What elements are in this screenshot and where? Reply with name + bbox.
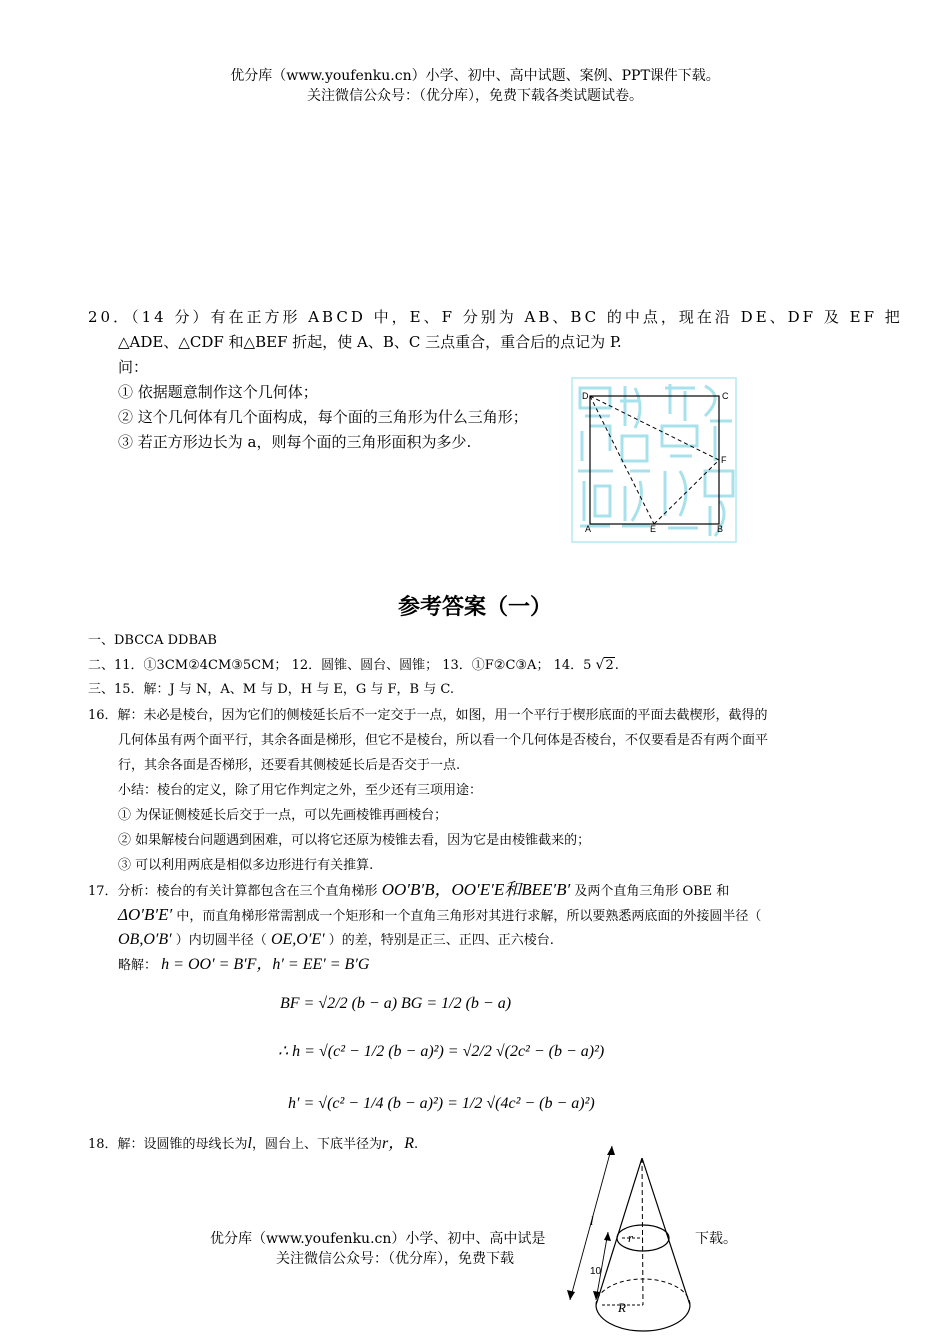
answer-17-line-3	[118, 928, 554, 953]
q20-item-2: ② 这个几何体有几个面构成，每个面的三角形为什么三角形；	[118, 408, 528, 426]
answers-title: 参考答案（一）	[397, 594, 552, 620]
footer-line-1-left: 优分库（www.youfenku.cn）小学、初中、高中试是	[210, 1231, 546, 1247]
answer-section-2	[88, 653, 619, 678]
answer-section-3: 三、15．解：J 与 N，A、M 与 D，H 与 E，G 与 F，B 与 C.	[88, 682, 454, 697]
answer-16-item-1: ① 为保证侧棱延长后交于一点，可以先画棱锥再画棱台；	[118, 808, 448, 823]
answer-17-line-2	[118, 903, 761, 929]
answer-18-end: .	[414, 1137, 419, 1152]
answer-16-summary: 小结：棱台的定义，除了用它作判定之外，至少还有三项用途：	[118, 783, 483, 798]
answer-17-triangles: 及两个直角三角形 OBE 和	[574, 884, 730, 899]
header-line-2: 关注微信公众号：（优分库），免费下载各类试题试卷。	[307, 88, 643, 104]
header-line-1: 优分库（www.youfenku.cn）小学、初中、高中试题、案例、PPT课件下载。	[230, 68, 720, 84]
q20-item-1: ① 依据题意制作这个几何体；	[118, 383, 318, 401]
answer-16-item-2: ② 如果解棱台问题遇到困难，可以将它还原为棱锥去看，因为它是由棱锥截来的；	[118, 833, 591, 848]
label-a: A	[585, 524, 592, 534]
footer-line-2: 关注微信公众号：（优分库），免费下载	[276, 1251, 514, 1267]
answer-17-trapezoids: OO′B′B，OO′E′E和BEE′B′	[381, 880, 571, 899]
answer-17-line-3-mid: ）内切圆半径（	[175, 933, 267, 948]
answer-17-intro: 17．分析：棱台的有关计算都包含在三个直角梯形	[88, 884, 378, 899]
label-d: D	[582, 391, 589, 401]
answer-18-intro: 18．解：设圆锥的母线长为	[88, 1137, 248, 1152]
square-fold-figure	[570, 376, 738, 544]
label-length-10: 10	[590, 1266, 602, 1277]
formula-h-prime: h′ = √(c² − 1/4 (b − a)²) = 1/2 √(4c² − (b − a)²)	[288, 1095, 595, 1112]
cone-frustum-figure	[560, 1140, 700, 1344]
sqrt-sign: √	[595, 657, 605, 673]
answer-17-line-2-text: 中，而直角梯形常需割成一个矩形和一个直角三角形对其进行求解，所以要熟悉两底面的外接圆半径（	[176, 909, 762, 924]
label-radius-r: r	[628, 1230, 634, 1245]
answer-16-line-1: 16．解：未必是棱台，因为它们的侧棱延长后不一定交于一点，如图，用一个平行于楔形底面的平面去截楔形，截得的	[88, 708, 768, 723]
answer-section-2-text: 二、11．①3CM②4CM③5CM； 12．圆锥、圆台、圆锥； 13．①F②C③A； 14．5	[88, 658, 592, 673]
formula-h: ∴ h = √(c² − 1/2 (b − a)²) = √2/2 √(2c² − (b − a)²)	[278, 1043, 605, 1060]
sqrt-radicand: 2	[605, 658, 614, 673]
q20-item-3: ③ 若正方形边长为 a，则每个面的三角形面积为多少.	[118, 433, 472, 451]
answer-17-triangle-symbol: ΔO′B′E′	[118, 905, 173, 924]
answer-17-height-formula: h = OO′ = B′F，h′ = EE′ = B′G	[161, 956, 370, 973]
formula-bf-bg: BF = √2/2 (b − a) BG = 1/2 (b − a)	[280, 995, 512, 1012]
answer-17-radius-inner: OE,O′E′	[270, 931, 325, 948]
label-b: B	[717, 524, 724, 534]
footer-line-1-right: 下载。	[695, 1231, 737, 1247]
label-c: C	[722, 391, 729, 401]
answer-17-line-3-end: ）的差，特别是正三、正四、正六棱台.	[328, 933, 554, 948]
answer-17-line-1	[88, 878, 729, 904]
label-e: E	[650, 524, 657, 534]
answer-18-mid: ，圆台上、下底半径为	[252, 1137, 383, 1152]
label-radius-big-r: R	[618, 1300, 626, 1315]
answer-18-line-1	[88, 1132, 418, 1157]
answer-17-radius-outer: OB,O′B′	[118, 931, 172, 948]
answer-section-2-end: .	[614, 658, 619, 673]
answer-16-item-3: ③ 可以利用两底是相似多边形进行有关推算.	[118, 858, 374, 873]
answer-18-slant: l	[247, 1135, 252, 1152]
q20-line-2: △ADE、△CDF 和△BEF 折起，使 A、B、C 三点重合，重合后的点记为 P.	[118, 333, 622, 351]
q20-line-1: 20．（14 分）有在正方形 ABCD 中，E、F 分别为 AB、BC 的中点，现在沿 DE、DF 及 EF 把	[88, 308, 903, 326]
label-slant-l: l	[590, 1213, 594, 1228]
label-f: F	[721, 455, 727, 465]
answer-16-line-3: 行，其余各面是否梯形，还要看其侧棱延长后是否交于一点.	[118, 758, 461, 773]
answer-section-1: 一、DBCCA DDBAB	[88, 633, 217, 648]
answer-16-line-2: 几何体虽有两个面平行，其余各面是梯形，但它不是棱台，所以看一个几何体是否棱台，不仅要看是否有两个面平	[118, 733, 769, 748]
watermark-stamp	[572, 378, 736, 542]
answer-17-brief-label: 略解：	[118, 958, 158, 973]
answer-18-radii: r，R	[382, 1135, 415, 1152]
q20-line-3: 问：	[118, 358, 149, 376]
answer-17-line-4	[118, 953, 369, 978]
